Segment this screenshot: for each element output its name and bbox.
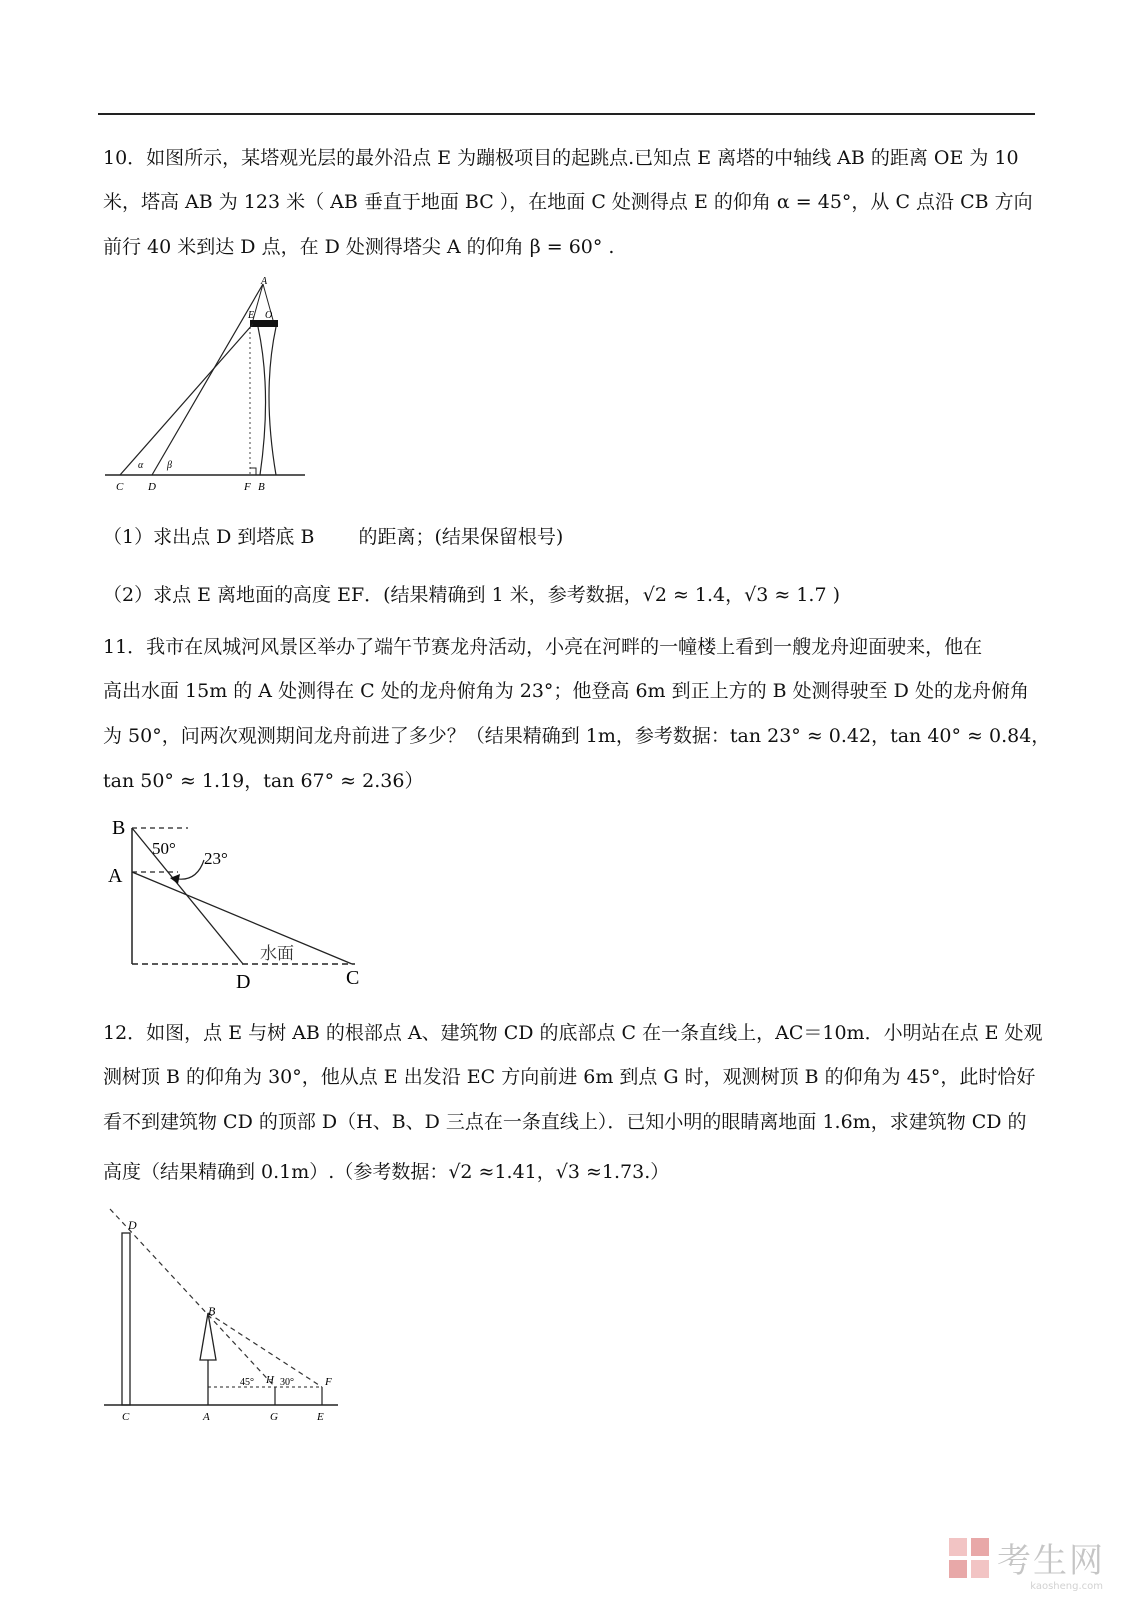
q12-label-g: G xyxy=(270,1411,278,1423)
q11-label-50: 50° xyxy=(152,839,176,858)
q12-label-h: H xyxy=(266,1374,274,1386)
header-rule xyxy=(98,113,1035,115)
q11-boat-figure xyxy=(100,812,380,997)
q11-label-a: A xyxy=(108,865,123,887)
q12-label-c: C xyxy=(122,1411,130,1423)
q12-label-b: B xyxy=(208,1304,216,1318)
q10-label-b: B xyxy=(258,481,265,493)
q11-line-4: tan 50° ≈ 1.19，tan 67° ≈ 2.36） xyxy=(103,770,424,792)
q10-sub-2: （2）求点 E 离地面的高度 EF．(结果精确到 1 米，参考数据，√2 ≈ 1.4，√3 ≈ 1.7 ) xyxy=(103,584,840,606)
q10-label-e: E xyxy=(248,310,255,321)
q10-line-2: 米，塔高 AB 为 123 米（ AB 垂直于地面 BC ），在地面 C 处测得点 E 的仰角 α = 45°，从 C 点沿 CB 方向 xyxy=(103,191,1033,213)
q10-label-alpha: α xyxy=(138,460,144,471)
q10-label-f: F xyxy=(244,481,251,493)
q12-label-45: 45° xyxy=(240,1377,254,1388)
q12-line-3: 看不到建筑物 CD 的顶部 D（H、B、D 三点在一条直线上）．已知小明的眼睛离地面 1.6m，求建筑物 CD 的 xyxy=(103,1111,1027,1133)
q12-line-1: 12．如图，点 E 与树 AB 的根部点 A、建筑物 CD 的底部点 C 在一条直线上，AC＝10m．小明站在点 E 处观 xyxy=(103,1022,1043,1044)
q12-label-30: 30° xyxy=(280,1377,294,1388)
q11-label-b: B xyxy=(112,817,126,839)
q12-label-a: A xyxy=(203,1411,210,1423)
watermark xyxy=(947,1533,1105,1592)
q10-sub-1: （1）求出点 D 到塔底 B 的距离；(结果保留根号) xyxy=(103,526,564,548)
q12-line-2: 测树顶 B 的仰角为 30°，他从点 E 出发沿 EC 方向前进 6m 到点 G 时，观测树顶 B 的仰角为 45°，此时恰好 xyxy=(103,1066,1036,1088)
q10-line-3: 前行 40 米到达 D 点，在 D 处测得塔尖 A 的仰角 β = 60° . xyxy=(103,236,615,258)
q11-label-d: D xyxy=(236,971,251,993)
q10-label-o: O xyxy=(265,310,273,321)
q12-label-d: D xyxy=(128,1218,137,1232)
q12-label-e: E xyxy=(317,1411,324,1423)
q10-label-beta: β xyxy=(167,460,172,471)
q12-line-4: 高度（结果精确到 0.1m）.（参考数据：√2 ≈1.41，√3 ≈1.73.） xyxy=(103,1161,670,1183)
q10-label-a: A xyxy=(261,276,268,287)
q12-label-f: F xyxy=(325,1376,332,1388)
watermark-text: 考生网 xyxy=(997,1541,1105,1581)
q11-line-1: 11．我市在凤城河风景区举办了端午节赛龙舟活动，小亮在河畔的一幢楼上看到一艘龙舟迎面驶来，他在 xyxy=(103,636,983,658)
q11-label-23: 23° xyxy=(204,849,228,868)
q10-line-1: 10．如图所示，某塔观光层的最外沿点 E 为蹦极项目的起跳点.已知点 E 离塔的中轴线 AB 的距离 OE 为 10 xyxy=(103,147,1019,169)
q11-label-c: C xyxy=(346,967,360,989)
q10-label-c: C xyxy=(116,481,124,493)
q11-line-2: 高出水面 15m 的 A 处测得在 C 处的龙舟俯角为 23°；他登高 6m 到正上方的 B 处测得驶至 D 处的龙舟俯角 xyxy=(103,680,1029,702)
q11-line-3: 为 50°，问两次观测期间龙舟前进了多少？（结果精确到 1m，参考数据：tan 23° ≈ 0.42，tan 40° ≈ 0.84， xyxy=(103,725,1051,747)
kaosheng-logo-icon xyxy=(947,1536,991,1580)
q10-tower-figure xyxy=(100,272,310,497)
watermark-url: kaosheng.com xyxy=(1030,1581,1103,1592)
q10-label-d: D xyxy=(148,481,156,493)
q11-label-water: 水面 xyxy=(260,944,294,963)
q12-tree-figure xyxy=(100,1205,350,1430)
